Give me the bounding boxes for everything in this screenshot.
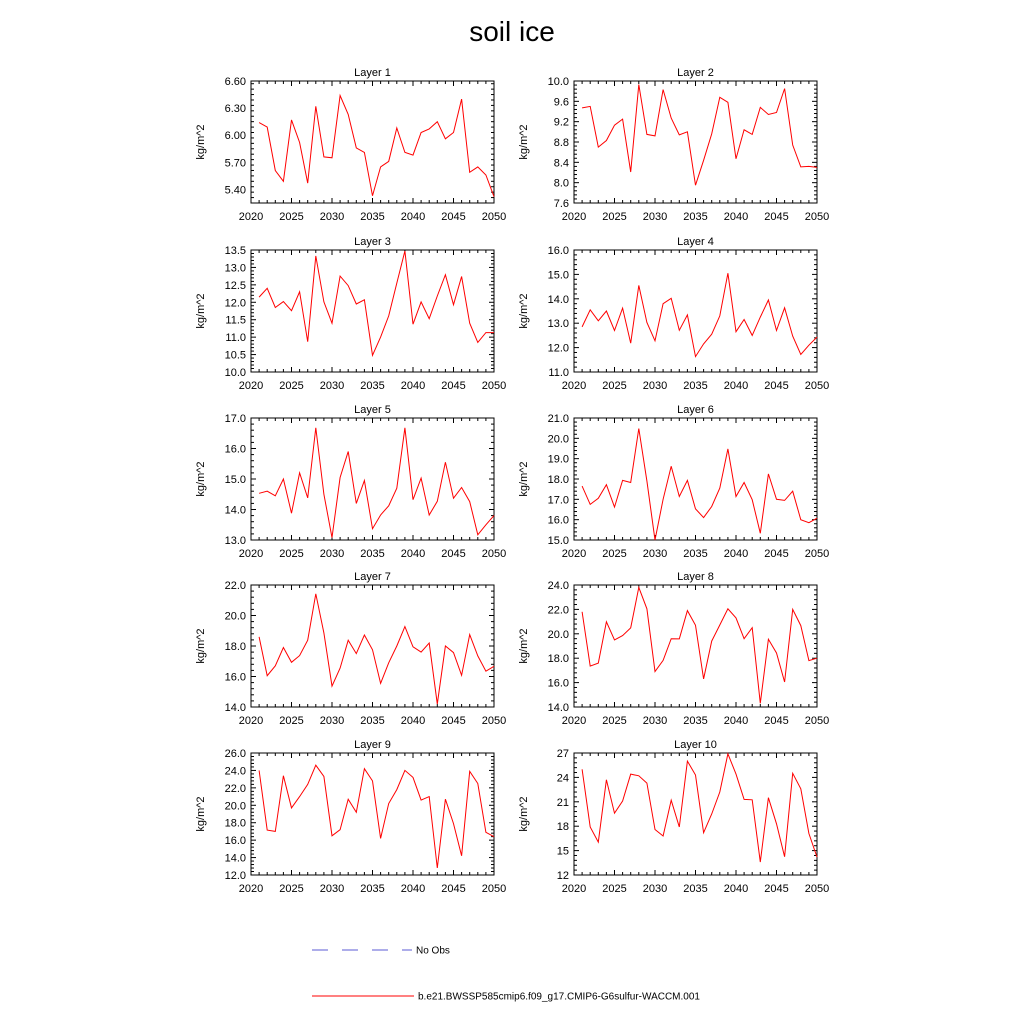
layer-10-x-tick-label: 2045 (764, 883, 789, 895)
layer-9-x-tick-label: 2025 (279, 883, 304, 895)
layer-1-x-tick-label: 2025 (279, 211, 304, 223)
layer-3-x-tick-label: 2045 (441, 380, 466, 392)
layer-4-y-tick-label: 11.0 (548, 367, 569, 379)
layer-7-y-tick-label: 22.0 (224, 580, 246, 592)
layer-9-y-tick-label: 18.0 (224, 817, 246, 830)
layer-6-title: Layer 6 (677, 404, 714, 416)
layer-4-y-axis-label: kg/m^2 (518, 293, 530, 329)
layer-7-x-tick-label: 2035 (360, 715, 385, 727)
layer-10-y-tick-label: 15 (556, 845, 569, 858)
chart-main-title: soil ice (469, 16, 555, 47)
layer-3-x-tick-label: 2025 (279, 380, 304, 392)
layer-5-y-tick-label: 13.0 (224, 535, 246, 547)
layer-1-y-tick-label: 5.70 (224, 157, 246, 170)
layer-6-y-tick-label: 20.0 (547, 433, 569, 446)
layer-6-y-tick-label: 16.0 (547, 514, 569, 527)
layer-6-y-tick-label: 18.0 (547, 474, 569, 486)
layer-9-y-tick-label: 22.0 (224, 782, 246, 795)
layer-1-title: Layer 1 (354, 67, 391, 79)
layer-5-y-tick-label: 14.0 (224, 504, 246, 517)
layer-3-y-tick-label: 12.5 (224, 279, 246, 292)
layer-2-x-tick-label: 2020 (561, 211, 587, 223)
layer-1-y-tick-label: 5.40 (224, 184, 246, 197)
layer-4-x-tick-label: 2040 (723, 380, 749, 392)
layer-4-y-tick-label: 16.0 (547, 245, 569, 257)
layer-10-x-tick-label: 2025 (602, 883, 627, 895)
layer-10-x-tick-label: 2040 (723, 883, 749, 895)
layer-2-y-tick-label: 8.4 (553, 157, 569, 170)
layer-7-x-tick-label: 2020 (238, 715, 264, 727)
layer-3-y-tick-label: 11.5 (225, 314, 246, 327)
layer-4-title: Layer 4 (677, 236, 714, 248)
layer-2-y-tick-label: 9.2 (553, 116, 569, 129)
layer-10-y-axis-label: kg/m^2 (518, 796, 530, 832)
layer-9-x-tick-label: 2020 (238, 883, 264, 895)
legend-model-label: b.e21.BWSSP585cmip6.f09_g17.CMIP6-G6sulfur-WACCM.001 (418, 991, 700, 1003)
layer-4-x-tick-label: 2050 (804, 380, 830, 392)
layer-3-y-tick-label: 12.0 (224, 297, 246, 310)
layer-5-x-tick-label: 2020 (238, 548, 264, 560)
layer-3-y-tick-label: 10.0 (224, 367, 246, 379)
layer-8-x-tick-label: 2040 (723, 715, 749, 727)
layer-7-x-tick-label: 2045 (441, 715, 466, 727)
layer-5-x-tick-label: 2040 (400, 548, 426, 560)
layer-7-y-tick-label: 18.0 (224, 641, 246, 653)
layer-1-y-tick-label: 6.30 (224, 103, 246, 116)
layer-5-x-tick-label: 2035 (360, 548, 385, 560)
layer-2-x-tick-label: 2035 (683, 211, 708, 223)
layer-1-x-tick-label: 2040 (400, 211, 426, 223)
layer-4-x-tick-label: 2030 (642, 380, 668, 392)
layer-1-x-tick-label: 2020 (238, 211, 264, 223)
layer-5-title: Layer 5 (354, 404, 391, 416)
layer-1-y-tick-label: 6.00 (224, 130, 246, 143)
layer-8-x-tick-label: 2020 (561, 715, 587, 727)
layer-6-x-tick-label: 2040 (723, 548, 749, 560)
layer-5-y-axis-label: kg/m^2 (195, 461, 207, 497)
layer-9-y-axis-label: kg/m^2 (195, 796, 207, 832)
layer-3-x-tick-label: 2050 (481, 380, 507, 392)
layer-10-title: Layer 10 (674, 739, 717, 751)
layer-7-x-tick-label: 2025 (279, 715, 304, 727)
layer-2-title: Layer 2 (677, 67, 714, 79)
layer-3-y-tick-label: 13.0 (224, 262, 246, 275)
layer-2-y-tick-label: 9.6 (553, 96, 569, 109)
layer-4-x-tick-label: 2045 (764, 380, 789, 392)
layer-7-x-tick-label: 2050 (481, 715, 507, 727)
layer-5-y-tick-label: 15.0 (224, 474, 246, 486)
layer-9-y-tick-label: 12.0 (224, 870, 246, 882)
layer-5-x-tick-label: 2030 (319, 548, 345, 560)
layer-10-y-tick-label: 27 (556, 748, 569, 760)
layer-2-y-tick-label: 8.0 (553, 177, 569, 190)
layer-10-x-tick-label: 2030 (642, 883, 668, 895)
layer-6-y-tick-label: 15.0 (547, 535, 569, 547)
layer-2-x-tick-label: 2040 (723, 211, 749, 223)
layer-3-title: Layer 3 (354, 236, 391, 248)
layer-6-x-tick-label: 2045 (764, 548, 789, 560)
layer-3-x-tick-label: 2020 (238, 380, 264, 392)
layer-4-x-tick-label: 2020 (561, 380, 587, 392)
layer-5-x-tick-label: 2045 (441, 548, 466, 560)
layer-2-y-tick-label: 10.0 (547, 76, 569, 88)
layer-8-y-tick-label: 20.0 (547, 628, 569, 641)
layer-8-y-axis-label: kg/m^2 (518, 628, 530, 664)
layer-9-x-tick-label: 2030 (319, 883, 345, 895)
layer-8-x-tick-label: 2035 (683, 715, 708, 727)
layer-3-x-tick-label: 2030 (319, 380, 345, 392)
layer-6-x-tick-label: 2025 (602, 548, 627, 560)
layer-5-y-tick-label: 17.0 (224, 413, 246, 425)
layer-7-x-tick-label: 2030 (319, 715, 345, 727)
layer-6-x-tick-label: 2030 (642, 548, 668, 560)
layer-8-y-tick-label: 16.0 (547, 677, 569, 690)
layer-10-y-tick-label: 21 (556, 796, 569, 809)
layer-5-y-tick-label: 16.0 (224, 443, 246, 456)
legend-obs-label: No Obs (416, 945, 450, 957)
layer-9-y-tick-label: 26.0 (224, 748, 246, 760)
layer-9-y-tick-label: 14.0 (224, 852, 246, 865)
layer-8-y-tick-label: 14.0 (547, 702, 569, 714)
layer-6-y-tick-label: 17.0 (547, 494, 569, 507)
layer-6-y-tick-label: 19.0 (547, 453, 569, 466)
layer-1-x-tick-label: 2035 (360, 211, 385, 223)
layer-9-y-tick-label: 24.0 (224, 765, 246, 778)
layer-6-x-tick-label: 2050 (804, 548, 830, 560)
layer-10-x-tick-label: 2050 (804, 883, 830, 895)
layer-2-y-tick-label: 8.8 (553, 137, 569, 149)
layer-4-y-tick-label: 12.0 (547, 342, 569, 355)
layer-1-x-tick-label: 2050 (481, 211, 507, 223)
layer-1-x-tick-label: 2030 (319, 211, 345, 223)
layer-9-y-tick-label: 16.0 (224, 835, 246, 848)
layer-10-x-tick-label: 2020 (561, 883, 587, 895)
layer-7-x-tick-label: 2040 (400, 715, 426, 727)
layer-10-x-tick-label: 2035 (683, 883, 708, 895)
layer-3-y-tick-label: 10.5 (224, 349, 246, 362)
layer-5-x-tick-label: 2050 (481, 548, 507, 560)
layer-8-x-tick-label: 2030 (642, 715, 668, 727)
layer-2-y-tick-label: 7.6 (553, 198, 569, 210)
layer-10-y-tick-label: 18 (556, 821, 569, 834)
layer-4-y-tick-label: 14.0 (547, 293, 569, 306)
layer-9-x-tick-label: 2050 (481, 883, 507, 895)
layer-3-y-tick-label: 11.0 (225, 332, 246, 345)
layer-2-y-axis-label: kg/m^2 (518, 124, 530, 160)
layer-6-y-tick-label: 21.0 (547, 413, 569, 425)
layer-1-x-tick-label: 2045 (441, 211, 466, 223)
layer-7-y-tick-label: 14.0 (224, 702, 246, 714)
layer-9-x-tick-label: 2040 (400, 883, 426, 895)
layer-5-x-tick-label: 2025 (279, 548, 304, 560)
layer-8-y-tick-label: 22.0 (547, 604, 569, 617)
layer-9-x-tick-label: 2035 (360, 883, 385, 895)
layer-2-x-tick-label: 2050 (804, 211, 830, 223)
layer-1-y-axis-label: kg/m^2 (195, 124, 207, 160)
layer-4-y-tick-label: 13.0 (547, 318, 569, 331)
layer-8-y-tick-label: 24.0 (547, 580, 569, 592)
layer-2-x-tick-label: 2025 (602, 211, 627, 223)
layer-8-x-tick-label: 2025 (602, 715, 627, 727)
layer-3-y-axis-label: kg/m^2 (195, 293, 207, 329)
layer-8-y-tick-label: 18.0 (547, 653, 569, 666)
layer-7-y-tick-label: 20.0 (224, 610, 246, 623)
layer-1-y-tick-label: 6.60 (224, 76, 246, 88)
layer-6-y-axis-label: kg/m^2 (518, 461, 530, 497)
layer-8-title: Layer 8 (677, 571, 714, 583)
layer-2-x-tick-label: 2045 (764, 211, 789, 223)
layer-10-y-tick-label: 24 (556, 772, 569, 785)
layer-7-title: Layer 7 (354, 571, 391, 583)
layer-3-y-tick-label: 13.5 (224, 245, 246, 257)
layer-6-x-tick-label: 2020 (561, 548, 587, 560)
layer-4-x-tick-label: 2025 (602, 380, 627, 392)
layer-6-x-tick-label: 2035 (683, 548, 708, 560)
layer-9-title: Layer 9 (354, 739, 391, 751)
layer-8-x-tick-label: 2050 (804, 715, 830, 727)
layer-3-x-tick-label: 2040 (400, 380, 426, 392)
layer-7-y-axis-label: kg/m^2 (195, 628, 207, 664)
layer-3-x-tick-label: 2035 (360, 380, 385, 392)
layer-4-y-tick-label: 15.0 (547, 269, 569, 282)
layer-9-y-tick-label: 20.0 (224, 800, 246, 813)
layer-4-x-tick-label: 2035 (683, 380, 708, 392)
layer-9-x-tick-label: 2045 (441, 883, 466, 895)
layer-7-y-tick-label: 16.0 (224, 671, 246, 684)
layer-2-x-tick-label: 2030 (642, 211, 668, 223)
layer-10-y-tick-label: 12 (556, 870, 569, 882)
layer-8-x-tick-label: 2045 (764, 715, 789, 727)
